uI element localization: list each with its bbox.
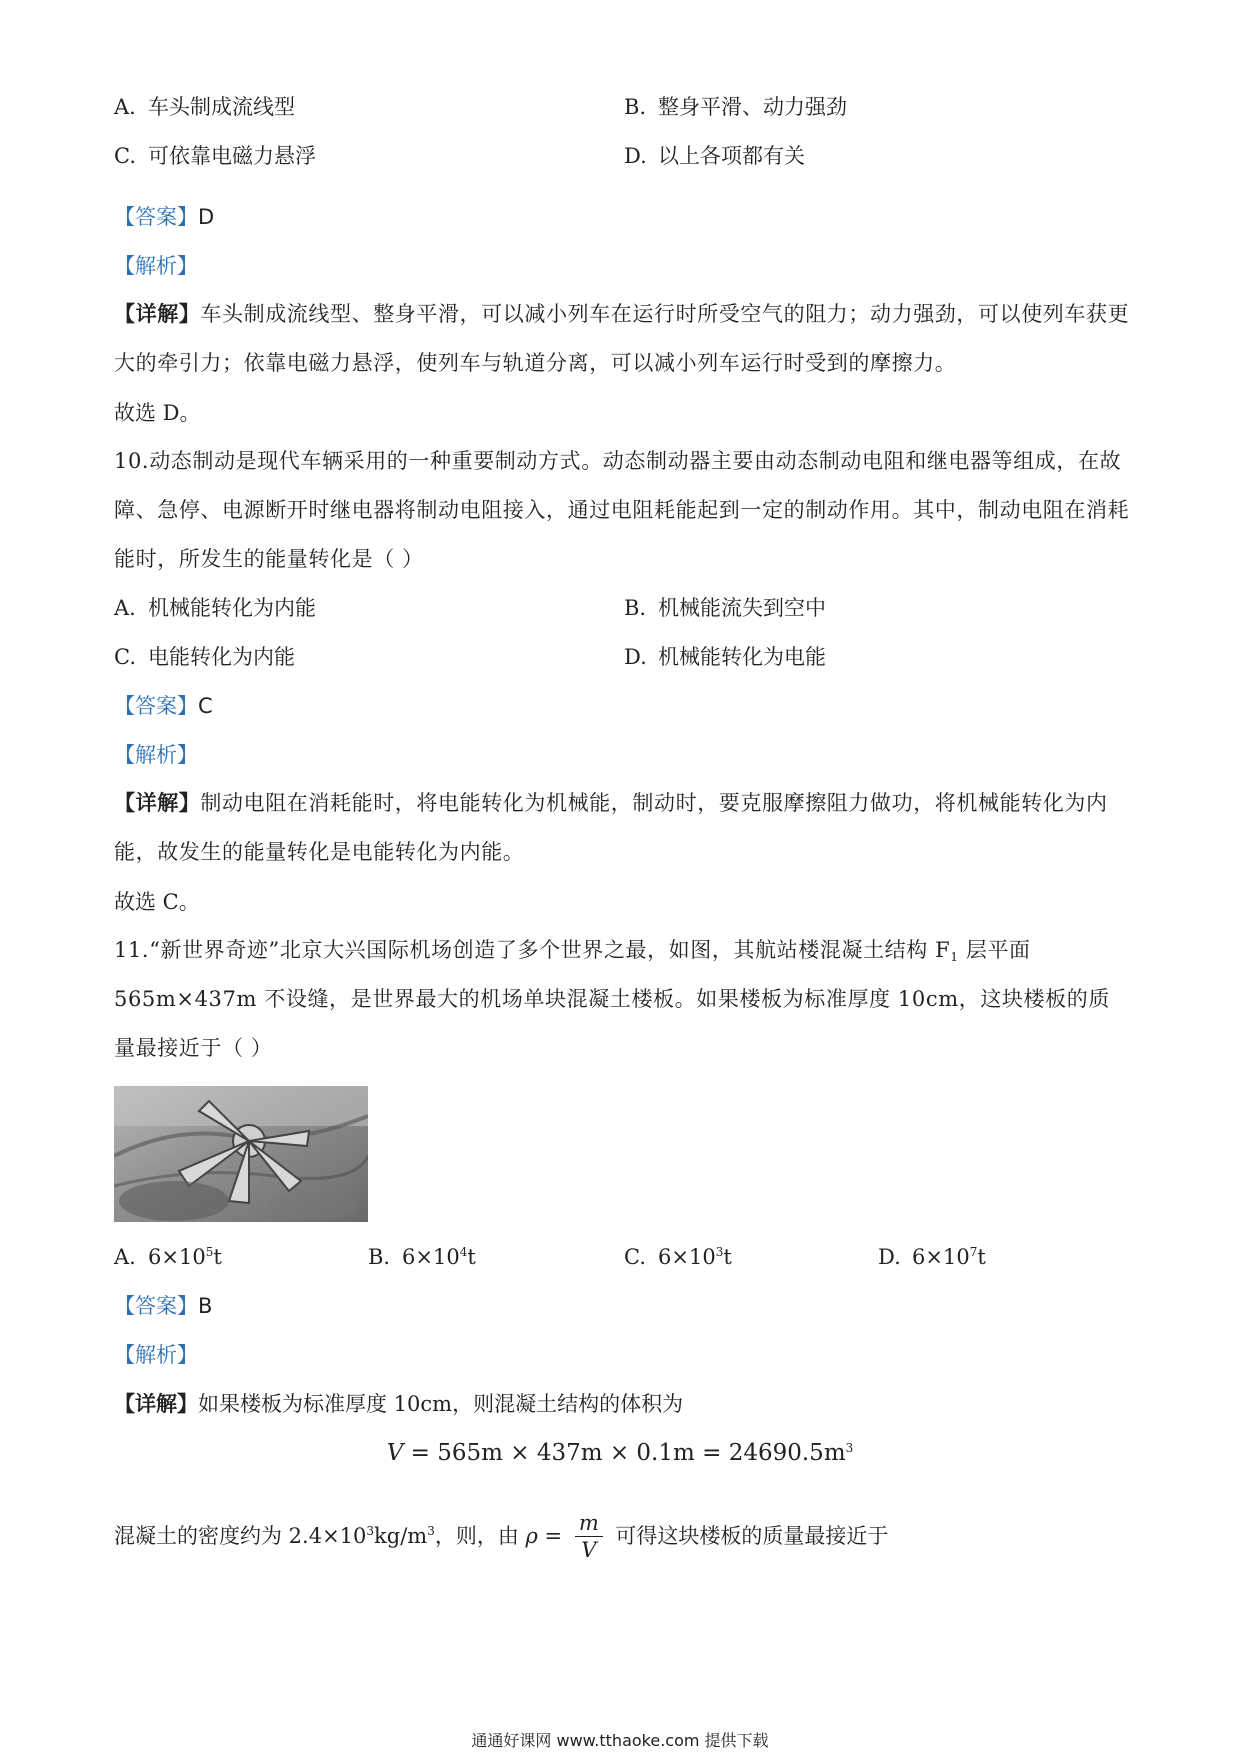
option-text: 以上各项都有关 — [658, 144, 805, 168]
answer-value: B — [198, 1294, 213, 1318]
option-exponent: 3 — [715, 1245, 724, 1259]
q10-option-c — [114, 642, 295, 672]
option-text: 可依靠电磁力悬浮 — [148, 144, 316, 168]
option-text: 机械能流失到空中 — [658, 596, 826, 620]
option-exponent: 7 — [969, 1245, 978, 1259]
footer-source: 通通好课网 www.tthaoke.com 提供下载 — [471, 1731, 769, 1750]
q9-conclusion: 故选 D。 — [114, 401, 201, 425]
q11-analysis-heading — [114, 1340, 198, 1370]
q11-answer — [114, 1291, 212, 1321]
option-letter: C. — [624, 1245, 646, 1269]
detail-text: 车头制成流线型、整身平滑，可以减小列车在运行时所受空气的阻力；动力强劲，可以使列车获更大的牵引力；依靠电磁力悬浮，使列车与轨道分离，可以减小列车运行时受到的摩擦力。 — [114, 302, 1130, 375]
density-exponent-2: 3 — [427, 1524, 435, 1538]
option-text: 整身平滑、动力强劲 — [658, 95, 847, 119]
q10-analysis-heading — [114, 740, 198, 770]
option-letter: C. — [114, 645, 136, 669]
option-letter: B. — [624, 95, 647, 119]
density-text-2: kg/m — [374, 1524, 428, 1548]
option-unit: t — [977, 1245, 986, 1269]
stem-part-2: 层平面 565m×437m 不设缝，是世界最大的机场单块混凝土楼板。如果楼板为标准厚度 10cm，这块楼板的质量最接近于（ ） — [114, 938, 1110, 1060]
density-line — [114, 1510, 888, 1563]
option-text: 车头制成流线型 — [148, 95, 295, 119]
option-letter: D. — [624, 645, 647, 669]
q10-option-a — [114, 593, 316, 623]
q10-option-b — [624, 593, 826, 623]
stem-subscript: 1 — [950, 950, 959, 964]
option-text: 机械能转化为电能 — [658, 645, 826, 669]
option-exponent: 5 — [205, 1245, 214, 1259]
formula-lhs: V — [386, 1440, 404, 1466]
option-base: 6×10 — [402, 1245, 460, 1269]
analysis-label: 【解析】 — [114, 743, 198, 767]
q9-answer — [114, 202, 214, 232]
formula-exponent: 3 — [845, 1441, 854, 1455]
detail-label: 【详解】 — [114, 791, 201, 815]
q11-option-c — [624, 1242, 732, 1272]
q9-option-a — [114, 92, 295, 122]
q10-answer — [114, 691, 213, 721]
option-text: 电能转化为内能 — [148, 645, 295, 669]
q9-option-d — [624, 141, 805, 171]
density-exponent-1: 3 — [366, 1524, 375, 1538]
fraction-denominator: V — [581, 1538, 597, 1562]
answer-label: 【答案】 — [114, 694, 198, 718]
q11-option-a — [114, 1242, 222, 1272]
density-text-1: 混凝土的密度约为 2.4×10 — [114, 1524, 367, 1548]
q11-option-b — [368, 1242, 476, 1272]
option-letter: B. — [368, 1245, 391, 1269]
airport-photo-drawing — [114, 1086, 368, 1222]
stem-part-1: 11.“新世界奇迹”北京大兴国际机场创造了多个世界之最，如图，其航站楼混凝土结构 F — [114, 938, 951, 962]
q10-detail — [114, 779, 1130, 877]
equals-sign: = — [537, 1524, 569, 1548]
option-letter: D. — [624, 144, 647, 168]
option-unit: t — [213, 1245, 222, 1269]
option-letter: D. — [878, 1245, 901, 1269]
formula-rhs: = 565m × 437m × 0.1m = 24690.5m — [403, 1440, 846, 1466]
density-text-4: 可得这块楼板的质量最接近于 — [608, 1524, 889, 1548]
detail-text: 如果楼板为标准厚度 10cm，则混凝土结构的体积为 — [198, 1392, 684, 1416]
option-letter: A. — [114, 596, 136, 620]
q11-detail — [114, 1389, 683, 1419]
q10-stem: 10.动态制动是现代车辆采用的一种重要制动方式。动态制动器主要由动态制动电阻和继电器等组成，在故障、急停、电源断开时继电器将制动电阻接入，通过电阻耗能起到一定的制动作用。其中，制动电阻在消耗能时，所发生的能量转化是（ ） — [114, 449, 1130, 571]
option-letter: A. — [114, 1245, 136, 1269]
option-base: 6×10 — [658, 1245, 716, 1269]
option-base: 6×10 — [148, 1245, 206, 1269]
detail-label: 【详解】 — [114, 1392, 198, 1416]
q10-conclusion: 故选 C。 — [114, 890, 200, 914]
density-text-3: ，则，由 — [434, 1524, 526, 1548]
answer-label: 【答案】 — [114, 205, 198, 229]
q10-option-d — [624, 642, 826, 672]
option-letter: A. — [114, 95, 136, 119]
option-letter: C. — [114, 144, 136, 168]
option-text: 机械能转化为内能 — [148, 596, 316, 620]
fraction-numerator: m — [575, 1510, 603, 1537]
q9-analysis-heading — [114, 251, 198, 281]
detail-label: 【详解】 — [114, 302, 201, 326]
detail-text: 制动电阻在消耗能时，将电能转化为机械能，制动时，要克服摩擦阻力做功，将机械能转化为内能，故发生的能量转化是电能转化为内能。 — [114, 791, 1108, 864]
airport-aerial-photo — [114, 1086, 368, 1222]
volume-formula — [0, 1440, 1240, 1466]
option-letter: B. — [624, 596, 647, 620]
q9-option-b — [624, 92, 847, 122]
q11-stem — [114, 926, 1130, 1073]
option-base: 6×10 — [912, 1245, 970, 1269]
option-unit: t — [467, 1245, 476, 1269]
option-exponent: 4 — [459, 1245, 468, 1259]
density-fraction — [575, 1510, 603, 1563]
answer-value: D — [198, 205, 215, 229]
analysis-label: 【解析】 — [114, 1343, 198, 1367]
q11-option-d — [878, 1242, 986, 1272]
option-unit: t — [723, 1245, 732, 1269]
rho-symbol: ρ — [525, 1524, 538, 1548]
q9-detail — [114, 290, 1130, 388]
q9-option-c — [114, 141, 316, 171]
analysis-label: 【解析】 — [114, 254, 198, 278]
answer-label: 【答案】 — [114, 1294, 198, 1318]
answer-value: C — [198, 694, 213, 718]
